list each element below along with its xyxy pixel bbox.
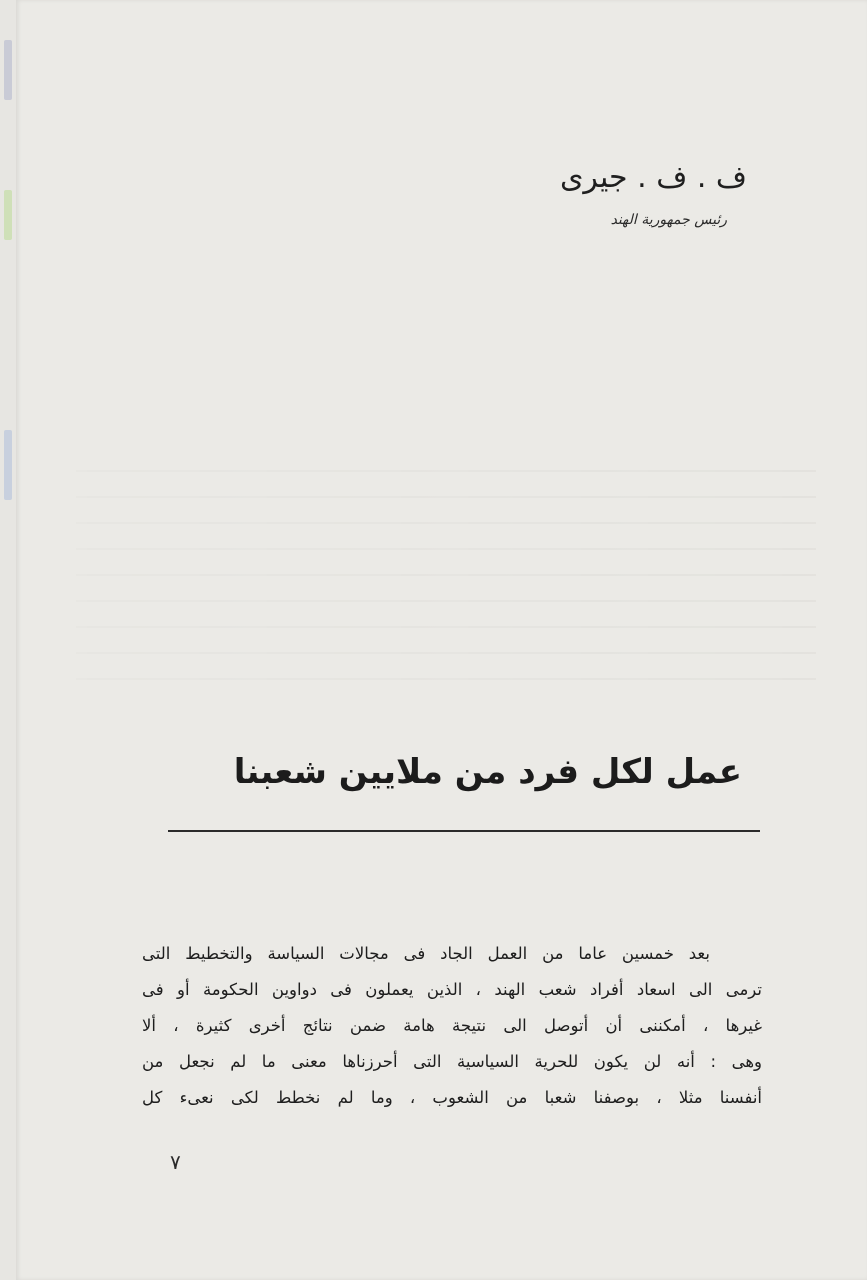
title-divider: [168, 830, 760, 832]
article-title: عمل لكل فرد من ملايين شعبنا: [233, 752, 742, 792]
body-line: غيرها ، أمكننى أن أتوصل الى نتيجة هامة ضمن نتائج أخرى كثيرة ، ألا: [142, 1016, 762, 1035]
binding-edge: [0, 0, 16, 1280]
body-line: بعد خمسين عاما من العمل الجاد فى مجالات السياسة والتخطيط التى: [142, 944, 710, 963]
body-line: وهى : أنه لن يكون للحرية السياسية التى أحرزناها معنى ما لم نجعل من: [142, 1052, 762, 1071]
body-line: ترمى الى اسعاد أفراد شعب الهند ، الذين يعملون فى دواوين الحكومة أو فى: [142, 980, 762, 999]
reverse-side-bleed-through: [76, 470, 816, 730]
scanned-page: [16, 0, 867, 1280]
article-body: [142, 936, 762, 1116]
author-title: رئيس جمهورية الهند: [610, 212, 727, 228]
page-number: ٧: [170, 1150, 181, 1174]
author-name: ف . ف . جيرى: [559, 160, 747, 195]
body-line: أنفسنا مثلا ، بوصفنا شعبا من الشعوب ، وما لم نخطط لكى نعىء كل: [142, 1088, 762, 1107]
